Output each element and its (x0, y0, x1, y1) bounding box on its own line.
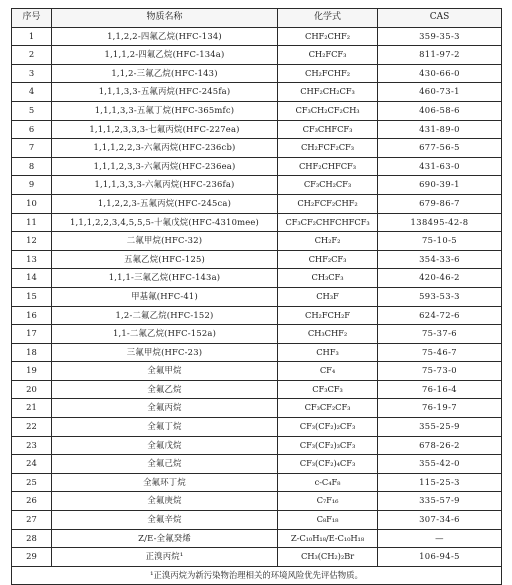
table-row (12, 139, 502, 158)
table-footer (12, 566, 502, 585)
table-body (12, 27, 502, 566)
cell-index: 16 (12, 306, 52, 325)
cell-cas-number: 307-34-6 (378, 511, 502, 530)
cell-index: 17 (12, 325, 52, 344)
cell-index: 2 (12, 46, 52, 65)
cell-substance-name: 1,1,2,2,3-五氟丙烷(HFC-245ca) (52, 194, 278, 213)
header-formula: 化学式 (278, 9, 378, 28)
cell-index: 7 (12, 139, 52, 158)
cell-cas-number: 355-42-0 (378, 455, 502, 474)
table-row (12, 399, 502, 418)
table-row (12, 250, 502, 269)
table-row (12, 27, 502, 46)
cell-formula: CH₂FCF₂CHF₂ (278, 194, 378, 213)
cell-substance-name: 1,1,1,3,3,3-六氟丙烷(HFC-236fa) (52, 176, 278, 195)
cell-index: 14 (12, 269, 52, 288)
table-row (12, 194, 502, 213)
cell-formula: CH₃(CH₂)₂Br (278, 548, 378, 567)
cell-cas-number: 75-73-0 (378, 362, 502, 381)
cell-cas-number: 406-58-6 (378, 101, 502, 120)
cell-index: 28 (12, 529, 52, 548)
cell-cas-number: 115-25-3 (378, 473, 502, 492)
cell-formula: CF₄ (278, 362, 378, 381)
cell-substance-name: 1,1,1-三氟乙烷(HFC-143a) (52, 269, 278, 288)
cell-substance-name: 1,2-二氟乙烷(HFC-152) (52, 306, 278, 325)
cell-index: 20 (12, 380, 52, 399)
cell-cas-number: 431-89-0 (378, 120, 502, 139)
table-row (12, 101, 502, 120)
cell-index: 19 (12, 362, 52, 381)
table-row (12, 455, 502, 474)
table-row (12, 436, 502, 455)
cell-index: 10 (12, 194, 52, 213)
cell-cas-number: 677-56-5 (378, 139, 502, 158)
cell-formula: CH₂FCHF₂ (278, 64, 378, 83)
cell-substance-name: 1,1,1,2-四氟乙烷(HFC-134a) (52, 46, 278, 65)
cell-cas-number: 75-46-7 (378, 343, 502, 362)
cell-substance-name: 三氟甲烷(HFC-23) (52, 343, 278, 362)
cell-substance-name: 1,1,2-三氟乙烷(HFC-143) (52, 64, 278, 83)
cell-substance-name: 1,1,1,2,3,3-六氟丙烷(HFC-236ea) (52, 157, 278, 176)
table-row (12, 64, 502, 83)
cell-cas-number: 359-35-3 (378, 27, 502, 46)
header-cas: CAS (378, 9, 502, 28)
table-row (12, 269, 502, 288)
table-row (12, 418, 502, 437)
cell-formula: CF₃(CF₂)₃CF₃ (278, 436, 378, 455)
cell-formula: CF₃(CF₂)₄CF₃ (278, 455, 378, 474)
table-row (12, 473, 502, 492)
cell-formula: CHF₃ (278, 343, 378, 362)
cell-substance-name: 二氟甲烷(HFC-32) (52, 232, 278, 251)
cell-substance-name: 1,1-二氟乙烷(HFC-152a) (52, 325, 278, 344)
cell-cas-number: — (378, 529, 502, 548)
cell-substance-name: 1,1,1,2,2,3,4,5,5,5-十氟戊烷(HFC-4310mee) (52, 213, 278, 232)
cell-cas-number: 460-73-1 (378, 83, 502, 102)
cell-formula: CHF₂CHFCF₃ (278, 157, 378, 176)
cell-cas-number: 106-94-5 (378, 548, 502, 567)
footnote-row (12, 566, 502, 585)
cell-index: 1 (12, 27, 52, 46)
table-row (12, 492, 502, 511)
cell-index: 15 (12, 287, 52, 306)
cell-formula: CF₃CH₂CF₃ (278, 176, 378, 195)
table-row (12, 529, 502, 548)
cell-index: 24 (12, 455, 52, 474)
cell-cas-number: 811-97-2 (378, 46, 502, 65)
table-row (12, 83, 502, 102)
header-row (12, 9, 502, 28)
cell-cas-number: 354-33-6 (378, 250, 502, 269)
cell-formula: C₇F₁₆ (278, 492, 378, 511)
substance-table (11, 8, 502, 585)
cell-cas-number: 624-72-6 (378, 306, 502, 325)
table-row (12, 176, 502, 195)
cell-formula: CF₃CH₂CF₂CH₃ (278, 101, 378, 120)
table-row (12, 46, 502, 65)
table-row (12, 306, 502, 325)
table-row (12, 232, 502, 251)
cell-substance-name: 全氟乙烷 (52, 380, 278, 399)
cell-cas-number: 679-86-7 (378, 194, 502, 213)
cell-formula: CH₂FCH₂F (278, 306, 378, 325)
cell-substance-name: 全氟己烷 (52, 455, 278, 474)
cell-substance-name: 1,1,1,2,3,3,3-七氟丙烷(HFC-227ea) (52, 120, 278, 139)
cell-formula: CH₃F (278, 287, 378, 306)
cell-cas-number: 75-37-6 (378, 325, 502, 344)
cell-index: 23 (12, 436, 52, 455)
table-row (12, 325, 502, 344)
table-row (12, 287, 502, 306)
cell-cas-number: 76-16-4 (378, 380, 502, 399)
table-header (12, 9, 502, 28)
cell-index: 26 (12, 492, 52, 511)
cell-index: 25 (12, 473, 52, 492)
cell-substance-name: 1,1,1,2,2,3-六氟丙烷(HFC-236cb) (52, 139, 278, 158)
cell-cas-number: 335-57-9 (378, 492, 502, 511)
cell-index: 22 (12, 418, 52, 437)
cell-index: 21 (12, 399, 52, 418)
cell-cas-number: 75-10-5 (378, 232, 502, 251)
cell-substance-name: 全氟甲烷 (52, 362, 278, 381)
cell-cas-number: 76-19-7 (378, 399, 502, 418)
cell-formula: Z-C₁₀H₁₈/E-C₁₀H₁₈ (278, 529, 378, 548)
cell-substance-name: 全氟庚烷 (52, 492, 278, 511)
header-index: 序号 (12, 9, 52, 28)
cell-substance-name: 1,1,1,3,3-五氟丙烷(HFC-245fa) (52, 83, 278, 102)
cell-formula: CF₃CF₃ (278, 380, 378, 399)
cell-index: 8 (12, 157, 52, 176)
cell-index: 4 (12, 83, 52, 102)
cell-index: 11 (12, 213, 52, 232)
cell-formula: CF₃CF₂CF₃ (278, 399, 378, 418)
cell-index: 3 (12, 64, 52, 83)
cell-index: 6 (12, 120, 52, 139)
footnote: ¹正溴丙烷为新污染物治理相关的环境风险优先评估物质。 (12, 566, 502, 585)
cell-formula: CH₂FCF₂CF₃ (278, 139, 378, 158)
cell-formula: c-C₄F₈ (278, 473, 378, 492)
cell-index: 12 (12, 232, 52, 251)
table-row (12, 548, 502, 567)
cell-cas-number: 420-46-2 (378, 269, 502, 288)
cell-cas-number: 355-25-9 (378, 418, 502, 437)
cell-cas-number: 690-39-1 (378, 176, 502, 195)
cell-substance-name: 1,1,1,3,3-五氟丁烷(HFC-365mfc) (52, 101, 278, 120)
cell-substance-name: 甲基氟(HFC-41) (52, 287, 278, 306)
cell-index: 29 (12, 548, 52, 567)
table-row (12, 120, 502, 139)
cell-formula: CHF₂CF₃ (278, 250, 378, 269)
cell-formula: CHF₂CHF₂ (278, 27, 378, 46)
cell-substance-name: 全氟环丁烷 (52, 473, 278, 492)
cell-substance-name: 全氟丙烷 (52, 399, 278, 418)
cell-substance-name: 全氟戊烷 (52, 436, 278, 455)
cell-cas-number: 593-53-3 (378, 287, 502, 306)
cell-formula: CH₂F₂ (278, 232, 378, 251)
cell-index: 5 (12, 101, 52, 120)
cell-formula: CF₃CF₂CHFCHFCF₃ (278, 213, 378, 232)
cell-substance-name: Z/E-全氟癸烯 (52, 529, 278, 548)
table-row (12, 157, 502, 176)
cell-substance-name: 全氟辛烷 (52, 511, 278, 530)
cell-cas-number: 138495-42-8 (378, 213, 502, 232)
cell-cas-number: 430-66-0 (378, 64, 502, 83)
cell-index: 13 (12, 250, 52, 269)
cell-formula: CHF₂CH₂CF₃ (278, 83, 378, 102)
table-row (12, 213, 502, 232)
table-row (12, 343, 502, 362)
cell-formula: CH₃CHF₂ (278, 325, 378, 344)
cell-cas-number: 678-26-2 (378, 436, 502, 455)
cell-formula: CH₂FCF₃ (278, 46, 378, 65)
cell-substance-name: 正溴丙烷¹ (52, 548, 278, 567)
table-row (12, 380, 502, 399)
cell-formula: C₈F₁₈ (278, 511, 378, 530)
cell-cas-number: 431-63-0 (378, 157, 502, 176)
cell-formula: CF₃(CF₂)₂CF₃ (278, 418, 378, 437)
cell-substance-name: 1,1,2,2-四氟乙烷(HFC-134) (52, 27, 278, 46)
cell-substance-name: 五氟乙烷(HFC-125) (52, 250, 278, 269)
cell-index: 9 (12, 176, 52, 195)
cell-formula: CH₃CF₃ (278, 269, 378, 288)
table-row (12, 511, 502, 530)
header-name: 物质名称 (52, 9, 278, 28)
cell-index: 18 (12, 343, 52, 362)
table-row (12, 362, 502, 381)
cell-substance-name: 全氟丁烷 (52, 418, 278, 437)
cell-index: 27 (12, 511, 52, 530)
cell-formula: CF₃CHFCF₃ (278, 120, 378, 139)
